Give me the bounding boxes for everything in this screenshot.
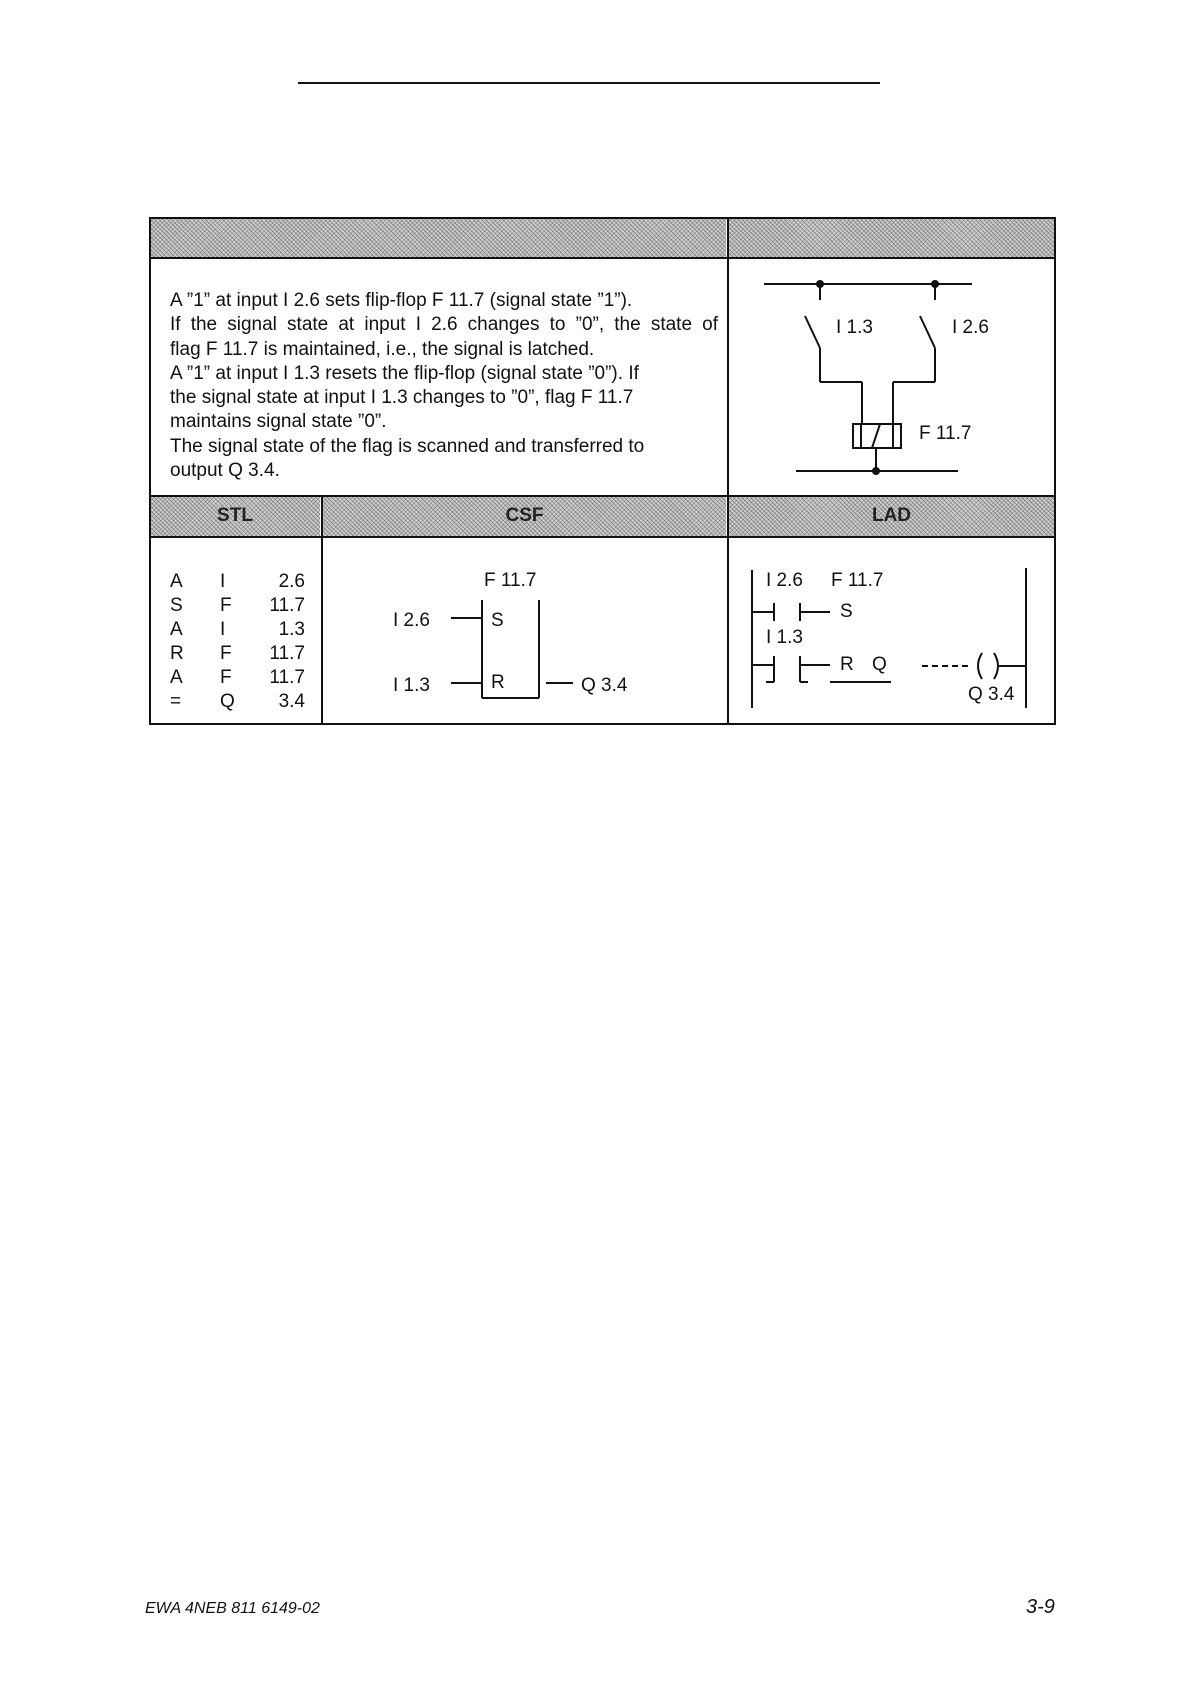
lad-q-pin: Q [872, 654, 887, 675]
contact-a-label: I 1.3 [836, 317, 873, 338]
page-number: 3-9 [1026, 1596, 1055, 1618]
stl-op: A [170, 571, 183, 592]
stl-address: 3.4 [278, 691, 305, 712]
stl-op: A [170, 619, 183, 640]
lad-contact2-label: I 1.3 [766, 627, 803, 648]
stl-header: STL [217, 505, 253, 526]
stl-operand: F [220, 643, 232, 664]
relay-label: F 11.7 [919, 423, 972, 444]
lad-set-pin: S [840, 601, 853, 622]
stl-address: 11.7 [269, 595, 305, 616]
csf-reset-pin: R [491, 672, 505, 693]
stl-op: R [170, 643, 184, 664]
csf-reset-input-label: I 1.3 [393, 675, 430, 696]
doc-id: EWA 4NEB 811 6149-02 [145, 1600, 320, 1617]
lad-coil-label: Q 3.4 [968, 684, 1015, 705]
description-line: A ”1” at input I 2.6 sets flip-flop F 11.7 (signal state ”1”). [170, 290, 633, 311]
lad-flag-label: F 11.7 [831, 570, 884, 591]
description-line: flag F 11.7 is maintained, i.e., the signal is latched. [170, 338, 595, 360]
stl-operand: I [220, 571, 226, 592]
stl-operand: F [220, 667, 232, 688]
stl-address: 1.3 [278, 619, 305, 640]
stl-operand: I [220, 619, 226, 640]
description-line: A ”1” at input I 1.3 resets the flip-flop (signal state ”0”). If [170, 362, 639, 384]
lad-reset-pin: R [840, 654, 854, 675]
lad-contact1-label: I 2.6 [766, 570, 803, 591]
description-line: output Q 3.4. [170, 460, 280, 482]
csf-set-pin: S [491, 610, 504, 631]
description-line: the signal state at input I 1.3 changes to ”0”, flag F 11.7 [170, 387, 634, 409]
stl-address: 2.6 [278, 571, 305, 592]
description-line: If the signal state at input I 2.6 changes to ”0”, the state of [170, 314, 718, 336]
stl-op: = [170, 691, 182, 712]
stl-op: S [170, 595, 183, 616]
stl-address: 11.7 [269, 643, 305, 664]
stl-address: 11.7 [269, 667, 305, 688]
description-line: maintains signal state ”0”. [170, 411, 387, 433]
stl-operand: Q [220, 691, 235, 712]
lad-header: LAD [871, 505, 912, 526]
description-line: The signal state of the flag is scanned and transferred to [170, 435, 645, 457]
stl-operand: F [220, 595, 232, 616]
csf-flag-label: F 11.7 [484, 570, 537, 591]
stl-op: A [170, 667, 183, 688]
csf-set-input-label: I 2.6 [393, 610, 430, 631]
csf-header: CSF [505, 505, 544, 526]
contact-b-label: I 2.6 [952, 317, 989, 338]
csf-output-label: Q 3.4 [581, 675, 628, 696]
